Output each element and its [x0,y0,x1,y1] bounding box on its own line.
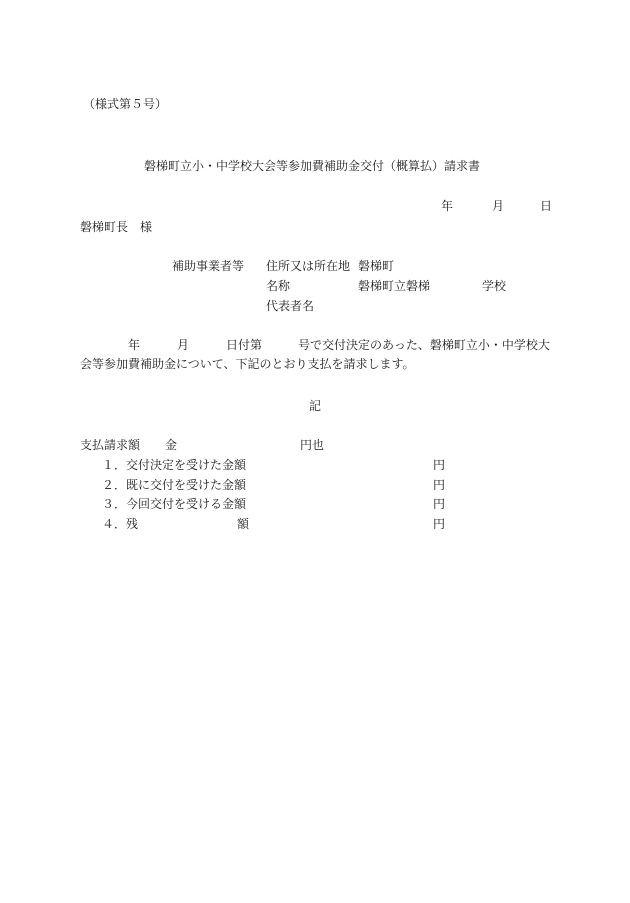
item-2-label: ２．既に交付を受けた金額 [102,478,247,492]
item-4-label-a: ４．残 [102,517,139,531]
name-value: 磐梯町立磐梯 [358,279,431,293]
addressee: 磐梯町長 様 [80,220,153,234]
date-day-label: 日 [540,199,553,213]
body-day-number: 日付第 [226,338,263,352]
name-label: 名称 [266,279,291,293]
address-value: 磐梯町 [358,259,395,273]
item-1-label: １．交付決定を受けた金額 [102,458,247,472]
address-label: 住所又は所在地 [266,259,351,273]
document-title: 磐梯町立小・中学校大会等参加費補助金交付（概算払）請求書 [144,159,481,173]
form-number: （様式第５号） [83,97,168,111]
ki-heading: 記 [309,399,322,413]
claim-yen-ya: 円也 [300,438,325,452]
body-month: 月 [177,338,190,352]
item-2-unit: 円 [433,478,446,492]
date-month-label: 月 [492,199,505,213]
body-year: 年 [128,338,141,352]
body-line2: 会等参加費補助金について、下記のとおり支払を請求します。 [80,357,415,371]
claim-label: 支払請求額 [80,438,141,452]
claim-kin: 金 [165,438,178,452]
item-3-unit: 円 [433,497,446,511]
item-4-label-b: 額 [237,517,250,531]
item-1-unit: 円 [433,458,446,472]
date-year-label: 年 [441,199,454,213]
applicant-heading: 補助事業者等 [172,259,245,273]
item-4-unit: 円 [433,517,446,531]
item-3-label: ３．今回交付を受ける金額 [102,497,247,511]
representative-label: 代表者名 [266,299,315,313]
body-line1-rest: 号で交付決定のあった、磐梯町立小・中学校大 [298,338,550,352]
name-suffix: 学校 [482,279,507,293]
